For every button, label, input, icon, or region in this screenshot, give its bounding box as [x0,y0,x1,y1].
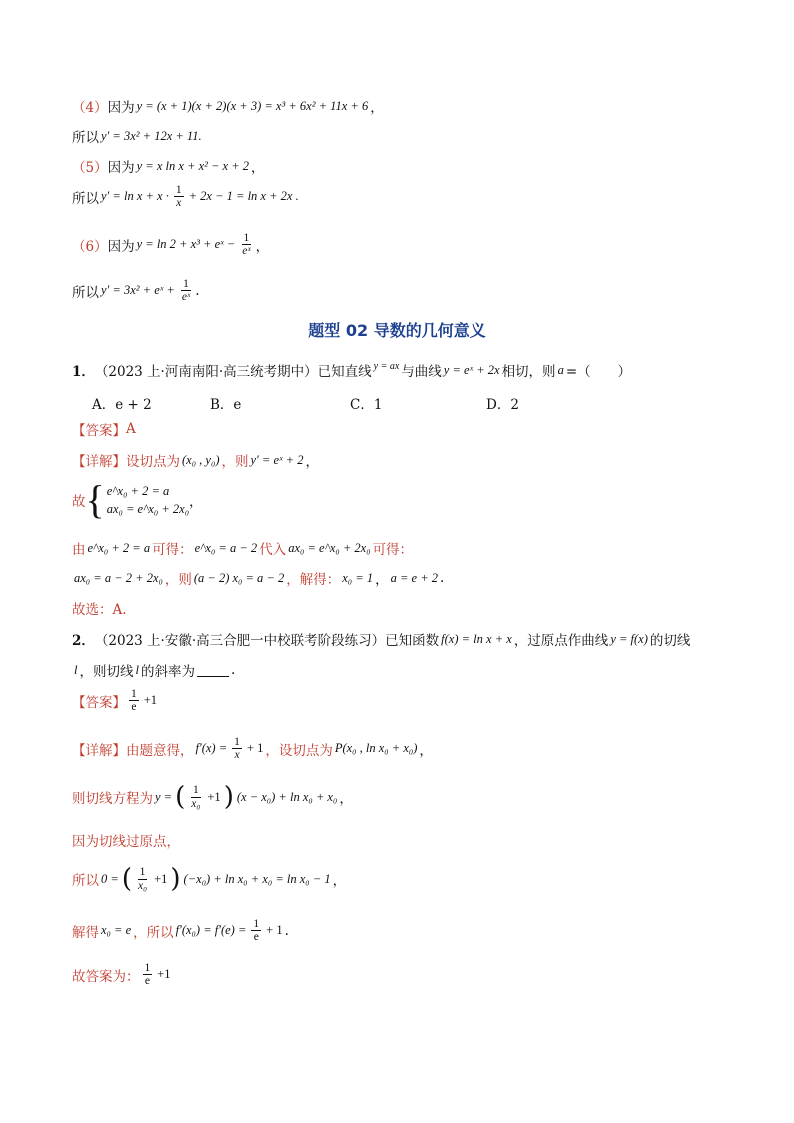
formula: +1 [207,789,221,804]
text: ，则 [221,454,249,470]
formula: +1 [143,693,158,708]
question-number: 2． [72,633,95,649]
denominator: x₀ [137,879,148,892]
text: 与曲线 [401,364,442,380]
solution-line-5 [72,156,265,176]
fraction [143,962,153,987]
paren: ) [223,782,234,812]
numerator: 1 [243,232,250,244]
formula: y′ = 3x² + 12x + 11. [101,128,202,143]
formula: (x₀ , y₀) [182,452,220,467]
question-2-cont [72,660,235,680]
formula: + 2x − 1 = ln x + 2x . [188,189,299,204]
item-label: （4） [72,100,108,116]
text: 所以 [72,284,99,301]
text: 可得： [152,542,193,558]
formula: y = ln 2 + x³ + eˣ − [136,237,236,252]
formula: x₀ = e [101,923,132,938]
detail-conclusion [72,962,173,987]
denominator: eˣ [181,291,191,304]
formula: e^x₀ = a − 2 [194,540,258,555]
detail-line-1 [72,450,319,470]
solution-line-6 [72,232,269,257]
paren: ( [175,782,186,812]
formula: (−x₀) + ln x₀ + x₀ = ln x₀ − 1 [183,871,331,886]
formula: (x − x₀) + ln x₀ + x₀ [236,789,338,804]
denominator: e [131,701,137,714]
text: 的斜率为 [140,664,195,680]
detail-label: 【详解】 [72,454,126,470]
text: 解得 [72,924,99,941]
detail-line-1 [72,736,433,761]
detail-system [72,477,203,522]
text: 所以 [72,190,99,207]
formula: l [74,662,78,677]
text: 的切线 [649,633,691,649]
text: ，解得： [286,572,341,588]
numerator: 1 [234,736,240,748]
punct: . [230,662,236,678]
text: 因为 [107,238,135,255]
detail-line-5 [72,918,289,943]
text: 可得： [372,542,414,558]
answer-label: 【答案】 [72,423,126,439]
solution-line-4 [72,96,384,116]
formula: e^x₀ + 2 = a [87,540,151,555]
formula: ax₀ = e^x₀ + 2x₀ [288,540,371,555]
punct: ， [419,742,433,759]
punct: ， [332,873,347,889]
item-label: （6） [72,238,108,255]
fraction [174,184,184,209]
paren: ) [170,864,181,894]
text: 故答案为： [72,968,140,985]
fraction [129,688,139,713]
formula: y = [155,789,173,804]
formula: y = (x + 1)(x + 2)(x + 3) = x³ + 6x² + 11x + 6 [136,98,369,113]
punct: ， [305,454,319,470]
formula: P(x₀ , ln x₀ + x₀) [334,741,418,756]
numerator: 1 [253,918,260,930]
text: =（ ） [565,364,632,380]
denominator: e [144,975,150,988]
denominator: x [176,197,182,210]
numerator: 1 [175,184,182,196]
formula: + 1 [246,741,264,756]
equation-row: e^x₀ + 2 = a [106,483,170,498]
text: 代入 [259,542,287,558]
formula: f′(x₀) = f′(e) = [175,923,247,938]
fraction [240,232,252,257]
detail-conclusion: 故选：A. [72,602,127,618]
punct: ， [251,160,265,176]
text: 相切，则 [501,364,556,380]
text: 所以 [72,130,99,146]
formula: f(x) = ln x + x [441,631,512,646]
text: 已知直线 [317,364,372,380]
option-b: B．e [210,397,242,413]
detail-line-3 [72,538,413,558]
numerator: 1 [183,278,189,290]
punct: . [195,282,200,299]
fraction [180,278,192,303]
text: 因为 [107,160,135,176]
denominator: x₀ [191,797,201,810]
fraction [232,736,242,761]
formula: l [135,662,139,677]
formula: + 1 [266,923,283,938]
punct: . [440,570,445,586]
formula: y = eˣ + 2x [443,362,500,377]
paren: ( [121,864,132,894]
answer-value: A [126,421,136,437]
text: ，过原点作曲线 [513,633,609,649]
denominator: e [253,931,259,944]
formula: y′ = eˣ + 2 [250,452,304,467]
solution-line-4-result [72,126,204,146]
text: 由 [72,542,86,558]
question-1 [72,360,631,380]
text: 所以 [72,873,99,889]
punct: ， [189,494,203,510]
formula: a = e + 2 [390,570,439,585]
punct: ， [255,238,270,255]
solution-line-5-result [72,184,301,209]
detail-line-4 [72,866,346,892]
text: 由题意得， [126,742,194,759]
punct: ， [370,100,384,116]
answer-line [72,419,136,439]
formula: x₀ = 1 [342,570,374,585]
text: 故 [72,494,86,510]
punct: . [284,922,289,939]
text: ，则切线 [79,664,134,680]
punct: ， [375,572,389,588]
formula: a [557,362,564,377]
fraction [136,866,149,891]
detail-line-4 [72,568,444,588]
detail-label: 【详解】 [72,742,126,759]
formula: y = x ln x + x² − x + 2 [136,158,250,173]
question-source: （2023 上·安徽·高三合肥一中校联考阶段练习） [94,633,386,649]
formula: 0 = [101,871,119,886]
denominator: eˣ [242,245,251,258]
formula: +1 [157,967,171,982]
numerator: 1 [139,866,146,879]
option-c: C．1 [350,397,383,413]
formula: y′ = ln x + x · [101,189,169,204]
text: 则切线方程为 [72,791,153,807]
fraction [189,784,202,809]
item-label: （5） [72,160,108,176]
option-d: D．2 [486,397,519,413]
fraction [251,918,261,943]
equation-system [85,477,190,522]
numerator: 1 [144,962,151,974]
formula: f′(x) = [195,741,228,756]
question-number: 1． [72,364,95,380]
punct: ， [339,791,353,807]
text: ，所以 [133,924,174,941]
text: 设切点为 [126,454,180,470]
numerator: 1 [192,784,199,797]
equation-row: ax₀ = e^x₀ + 2x₀ [106,502,190,516]
detail-line-3: 因为切线过原点， [72,834,180,850]
section-title: 题型 02 导数的几何意义 [308,321,486,340]
formula: y = f(x) [610,631,648,646]
formula: y = ax [373,360,400,372]
denominator: x [234,749,240,762]
text: ，设切点为 [265,742,333,759]
question-source: （2023 上·河南南阳·高三统考期中） [94,364,318,380]
solution-line-6-result [72,278,200,303]
question-2 [72,629,690,649]
formula: +1 [154,871,168,886]
answer-line [72,688,159,713]
answer-blank [197,664,229,677]
text: ，则 [164,572,192,588]
answer-label: 【答案】 [72,694,126,711]
text: 已知函数 [385,633,440,649]
detail-line-2 [72,784,353,810]
option-a: A．e + 2 [92,397,152,413]
brace-icon: { [85,477,105,522]
formula: (a − 2) x₀ = a − 2 [193,570,285,585]
text: 因为 [107,100,135,116]
formula: ax₀ = a − 2 + 2x₀ [74,570,163,585]
numerator: 1 [131,688,137,700]
formula: y′ = 3x² + eˣ + [101,283,175,298]
